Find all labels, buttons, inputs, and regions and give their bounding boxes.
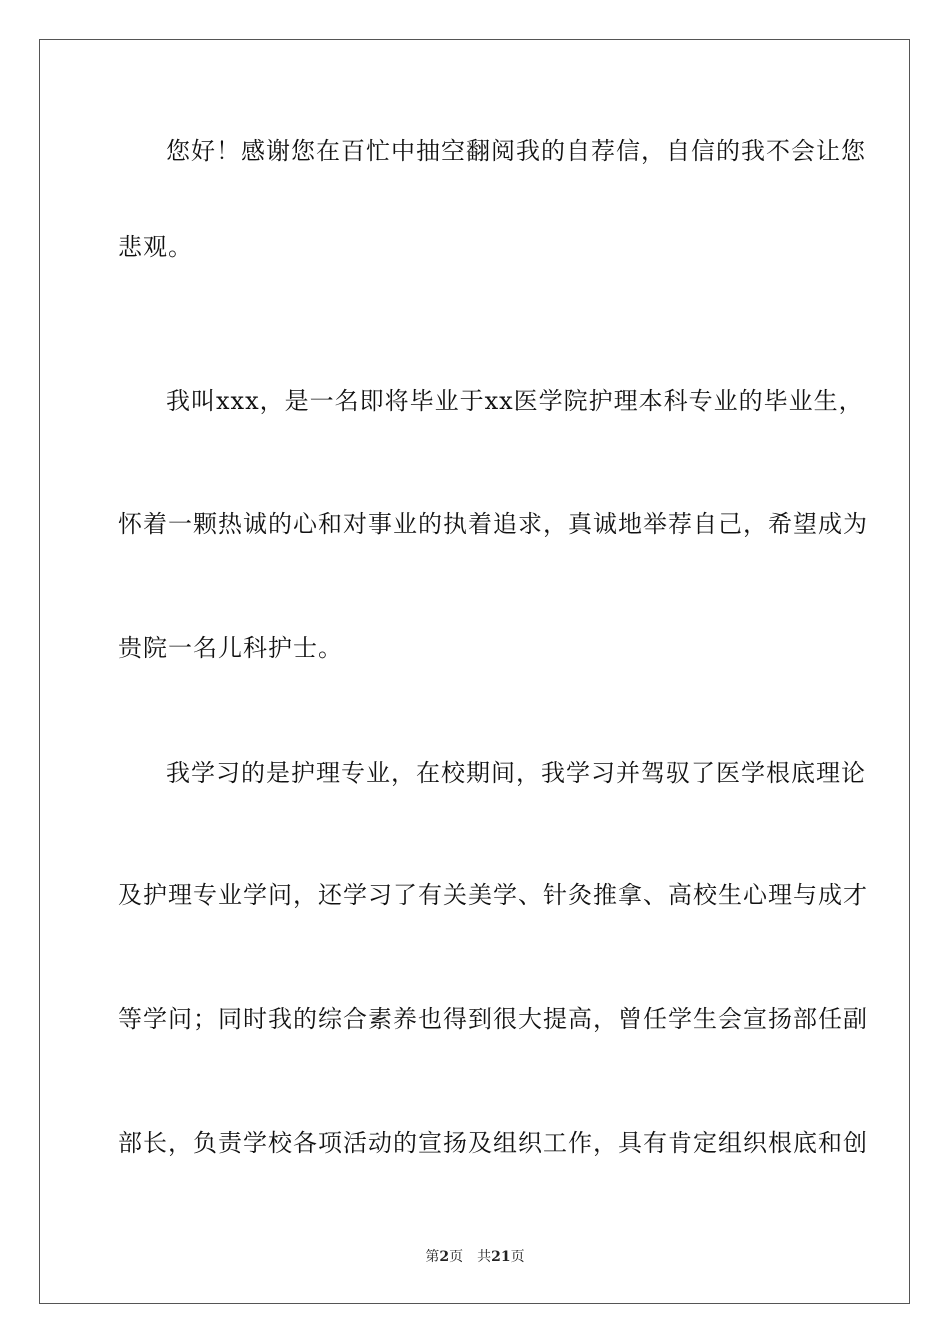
paragraph-1-line-2: 悲观。 (118, 233, 193, 261)
footer-page-prefix: 第 (425, 1249, 440, 1265)
paragraph-3-line-3: 等学问；同时我的综合素养也得到很大提高，曾任学生会宣扬部任副 (118, 1005, 868, 1033)
page-border (39, 39, 910, 1304)
paragraph-2-line-3: 贵院一名儿科护士。 (118, 634, 343, 662)
footer-total-suffix: 页 (510, 1249, 525, 1265)
footer-total-number: 21 (491, 1249, 511, 1265)
paragraph-3-line-4: 部长，负责学校各项活动的宣扬及组织工作，具有肯定组织根底和创 (118, 1129, 868, 1157)
paragraph-3-line-2: 及护理专业学问，还学习了有关美学、针灸推拿、高校生心理与成才 (118, 881, 868, 909)
paragraph-3-line-1: 我学习的是护理专业，在校期间，我学习并驾驭了医学根底理论 (166, 759, 866, 787)
paragraph-1-line-1: 您好！感谢您在百忙中抽空翻阅我的自荐信，自信的我不会让您 (166, 137, 866, 165)
footer-page-number: 2 (439, 1249, 450, 1265)
footer-page-suffix: 页 (449, 1249, 464, 1265)
page-footer (0, 1248, 950, 1266)
paragraph-2-line-1: 我叫xxx，是一名即将毕业于xx医学院护理本科专业的毕业生， (166, 387, 864, 415)
paragraph-2-line-2: 怀着一颗热诚的心和对事业的执着追求，真诚地举荐自己，希望成为 (118, 510, 868, 538)
footer-total-prefix: 共 (477, 1249, 492, 1265)
